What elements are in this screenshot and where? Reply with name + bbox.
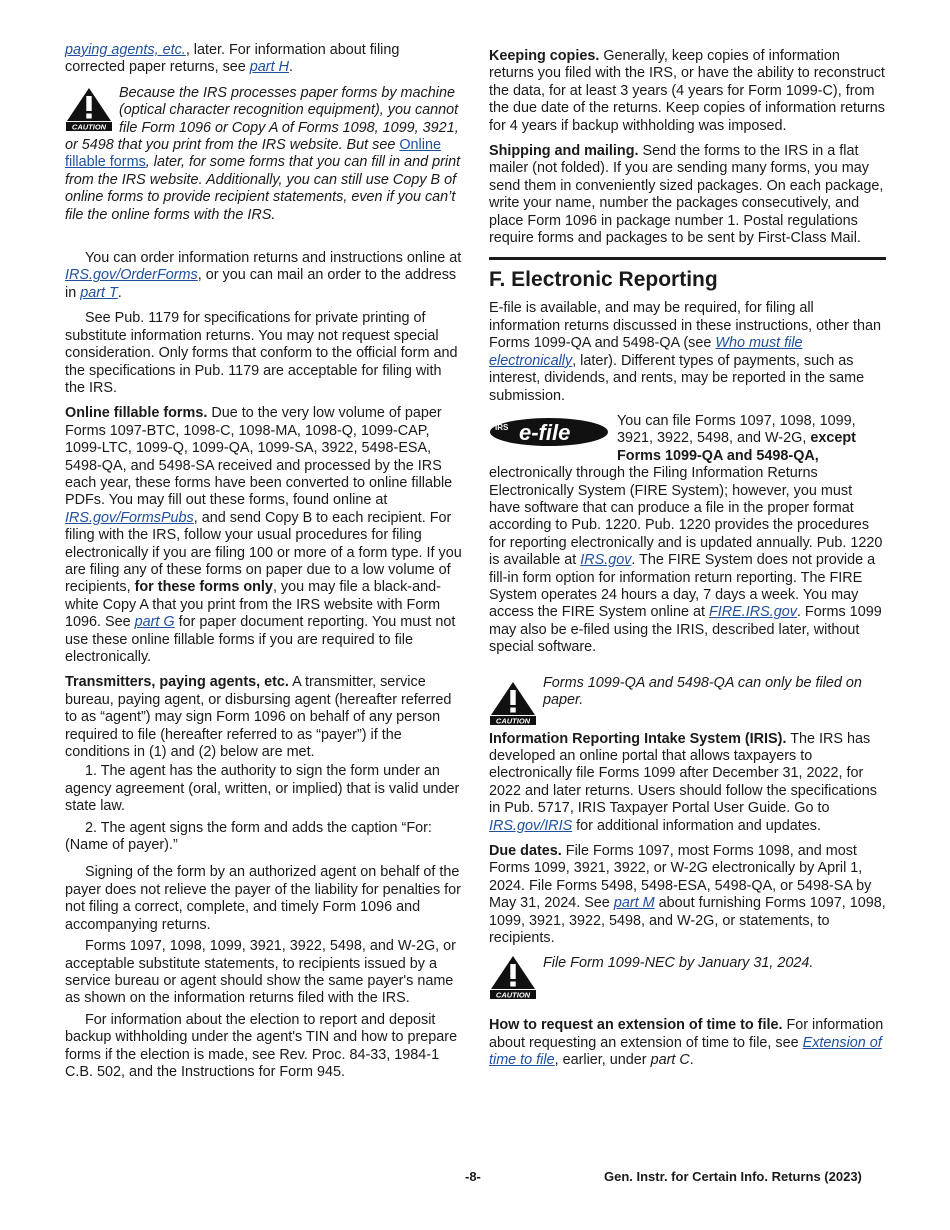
link-forms-pubs[interactable]: IRS.gov/FormsPubs bbox=[65, 509, 194, 526]
link-part-t[interactable]: part T bbox=[80, 284, 118, 301]
extension-text-end: . bbox=[689, 1052, 694, 1069]
due-text-end: about furnishing Forms 1097, 1098, 1099, 3921, 3922, 5498, and W-2G, or statements, to recipients. bbox=[489, 895, 886, 947]
fillable-text-1: Due to the very low volume of paper Forms 1097-BTC, 1098-C, 1098-MA, 1098-Q, 1099-CAP, 1099-LTC, 1099-Q, 1099-QA, 1099-SA, 3922, 5498-ESA, 5498-QA, and 5498-SA received and processed by the IRS each year, these forms have been converted to online fillable PDFs. You may fill out these forms, found online at bbox=[65, 405, 453, 509]
efile-text-3: . The FIRE System does not provide a fill-in form option for information return reporting. The FIRE System operates 24 hours a day, 7 days a week. You may access the FIRE System online at bbox=[489, 552, 876, 621]
intro-text-end: . bbox=[288, 59, 293, 76]
fillable-bold: for these forms only bbox=[134, 579, 273, 596]
efile-paragraph bbox=[489, 413, 886, 657]
signing-paragraph: Signing of the form by an authorized agent on behalf of the payer does not relieve the payer of the liability for penalties for not filing a correct, complete, and timely Form 1096 and accompanying returns. bbox=[65, 864, 461, 933]
transmitters-heading: Transmitters, paying agents, etc. bbox=[65, 674, 289, 691]
shipping-paragraph bbox=[489, 143, 886, 247]
link-irs-gov-iris[interactable]: IRS.gov/IRIS bbox=[489, 817, 573, 834]
keeping-copies-heading: Keeping copies. bbox=[489, 48, 600, 64]
election-paragraph: For information about the election to report and deposit backup withholding under the agent's TIN and how to prepare forms if the election is made, see Rev. Proc. 84-33, 1984-1 C.B. 502, and the Instructions for Form 945. bbox=[65, 1011, 458, 1080]
due-text: File Forms 1097, most Forms 1098, and most Forms 1099, 3921, 3922, or W-2G electronically by April 1, 2024. File Forms 5498, 5498-ESA, 5498-QA, or 5498-SA by May 31, 2024. See bbox=[489, 843, 872, 912]
iris-heading: Information Reporting Intake System (IRIS). bbox=[489, 730, 787, 747]
fillable-text-4: for paper document reporting. You must not use these online fillable forms if you are required to file electronically. bbox=[65, 614, 456, 665]
efile-text-4: . Forms 1099 may also be e-filed using the IRIS, described later, without special software. bbox=[489, 604, 882, 656]
extension-text-2: , earlier, under bbox=[554, 1052, 651, 1069]
link-online-fillable-forms[interactable]: Online fillable forms bbox=[65, 137, 441, 171]
caution-label: CAUTION bbox=[71, 122, 107, 131]
caution-note-1099-nec bbox=[489, 955, 886, 1003]
due-dates-paragraph bbox=[489, 843, 886, 947]
caution-icon bbox=[65, 87, 113, 131]
link-extension-of-time[interactable]: Extension of time to file bbox=[489, 1034, 882, 1069]
link-fire-irs-gov[interactable]: FIRE.IRS.gov bbox=[708, 604, 797, 621]
link-who-must-file[interactable]: Who must file electronically bbox=[489, 335, 803, 369]
link-part-h[interactable]: part H bbox=[249, 59, 289, 76]
condition-1: 1. The agent has the authority to sign the form under an agency agreement (oral, written, or implied) that is valid under state law. bbox=[65, 763, 460, 815]
order-text-2: , or you can mail an order to the address in bbox=[65, 267, 457, 301]
extension-italic: part C bbox=[650, 1052, 690, 1069]
caution-icon bbox=[489, 681, 537, 725]
left-column bbox=[65, 42, 462, 1089]
iris-text-end: for additional information and updates. bbox=[572, 817, 821, 834]
online-fillable-paragraph bbox=[65, 405, 462, 666]
irs-efile-logo bbox=[489, 415, 609, 449]
extension-heading: How to request an extension of time to file. bbox=[489, 1017, 783, 1034]
link-part-g[interactable]: part G bbox=[134, 614, 175, 631]
order-text: You can order information returns and instructions online at bbox=[85, 250, 462, 267]
link-paying-agents[interactable]: paying agents, etc. bbox=[65, 42, 186, 58]
caution1-text: Because the IRS processes paper forms by machine (optical character recognition equipment), you cannot file Form 1096 or Copy A of Forms 1098, 1099, 3921, or 5498 that you print from the IRS website. But see bbox=[65, 84, 459, 154]
caution-note-paper-forms bbox=[65, 85, 462, 224]
order-paragraph bbox=[65, 250, 462, 302]
extension-paragraph bbox=[489, 1017, 886, 1069]
intro-text: , later. For information about filing corrected paper returns, see bbox=[65, 42, 400, 76]
efile-text-2: electronically through the Filing Information Returns Electronically System (FIRE System); however, you must have software that can produce a file in the proper format according to Pub. 1220. Pub. 1220 provides the procedures for reporting electronically and is updated annually. Pub. 1220 is available at bbox=[489, 465, 883, 569]
efile-text-1: You can file Forms 1097, 1098, 1099, 3921, 3922, 5498, and W-2G, bbox=[617, 412, 856, 447]
caution-icon bbox=[489, 955, 537, 999]
pub1179-paragraph: See Pub. 1179 for specifications for private printing of substitute information returns. You may not request special consideration. Only forms that conform to the official form and the specifications in Pub. 1179 are acceptable for filing with the IRS. bbox=[65, 310, 458, 396]
transmitters-text: A transmitter, service bureau, paying agent, or disbursing agent (hereafter referred to as “agent”) may sign Form 1096 on behalf of any person required to file (hereafter referred to as “payer”) if the conditions in (1) and (2) below are met. bbox=[65, 674, 452, 761]
efile-intro-paragraph bbox=[489, 300, 886, 404]
fillable-text-3: , you may file a black-and-white Copy A that you print from the IRS website with Form 1096. See bbox=[65, 579, 441, 631]
efile-intro-text: E-file is available, and may be required, for filing all information returns discussed in these instructions, other than Forms 1099-QA and 5498-QA (see bbox=[489, 300, 881, 352]
transmitters-paragraph bbox=[65, 674, 462, 761]
link-part-m[interactable]: part M bbox=[613, 895, 655, 912]
link-order-forms[interactable]: IRS.gov/OrderForms bbox=[65, 267, 198, 284]
page-number: -8- bbox=[465, 1169, 481, 1184]
keeping-copies-paragraph bbox=[489, 48, 886, 135]
caution1-text-end: , later, for some forms that you can fill in and print from the IRS website. Additionally, you can still use Copy B of online forms to provide recipient statements, even if you can’t file the online forms with the IRS. bbox=[65, 154, 461, 223]
iris-text: The IRS has developed an online portal that allows taxpayers to electronically file Forms 1099 after December 31, 2022, for 2022 and later returns. Users should follow the specifications in Pub. 5717, IRIS Taxpayer Portal User Guide. Go to bbox=[489, 730, 877, 817]
extension-text: For information about requesting an extension of time to file, see bbox=[489, 1017, 884, 1051]
caution-note-qa-paper bbox=[489, 674, 886, 725]
right-column bbox=[489, 48, 886, 1078]
keeping-text: Generally, keep copies of information returns you filed with the IRS, or have the ability to reconstruct the data, for at least 3 years (4 years for Form 1099-C), from the due date of the returns. Keep copies of information returns for 4 years if backup withholding was imposed. bbox=[489, 48, 885, 134]
efile-logo-text: e-file bbox=[519, 419, 571, 445]
shipping-heading: Shipping and mailing. bbox=[489, 143, 639, 160]
order-text-end: . bbox=[117, 284, 122, 301]
fillable-text-2: , and send Copy B to each recipient. For filing with the IRS, follow your usual procedures for filing electronically if you are filing 100 or more of a form type. If you are filing any of these forms on paper due to a low volume of recipients, bbox=[65, 509, 462, 596]
online-fillable-heading: Online fillable forms. bbox=[65, 405, 208, 422]
link-irs-gov[interactable]: IRS.gov bbox=[580, 552, 632, 569]
footer-title: Gen. Instr. for Certain Info. Returns (2023) bbox=[604, 1169, 862, 1184]
efile-intro-text-end: , later). Different types of payments, such as interest, dividends, and rents, may be reported in the same submission. bbox=[489, 352, 865, 404]
efile-bold: except Forms 1099-QA and 5498-QA, bbox=[617, 430, 856, 464]
caution2-text: Forms 1099-QA and 5498-QA can only be filed on paper. bbox=[543, 674, 862, 708]
forms-paragraph: Forms 1097, 1098, 1099, 3921, 3922, 5498, and W-2G, or acceptable substitute statements, to recipients issued by a service bureau or agent should show the same payer's name as shown on the information returns filed with the IRS. bbox=[65, 938, 456, 1007]
iris-paragraph bbox=[489, 731, 886, 835]
intro-paragraph bbox=[65, 42, 462, 77]
irs-logo-text: IRS bbox=[495, 422, 509, 432]
section-title: F. Electronic Reporting bbox=[489, 257, 886, 292]
due-dates-heading: Due dates. bbox=[489, 843, 562, 860]
caution3-text: File Form 1099-NEC by January 31, 2024. bbox=[543, 955, 814, 972]
caution-label: CAUTION bbox=[495, 716, 531, 725]
caution-label: CAUTION bbox=[495, 990, 531, 1000]
shipping-text: Send the forms to the IRS in a flat mailer (not folded). If you are sending many forms, you may send them in conveniently sized packages. On each package, write your name, number the packages consecutively, and place Form 1096 in package number 1. Postal regulations require forms and packages to be sent by First-Class Mail. bbox=[489, 143, 884, 247]
condition-2: 2. The agent signs the form and adds the caption “For: (Name of payer).” bbox=[65, 819, 432, 854]
